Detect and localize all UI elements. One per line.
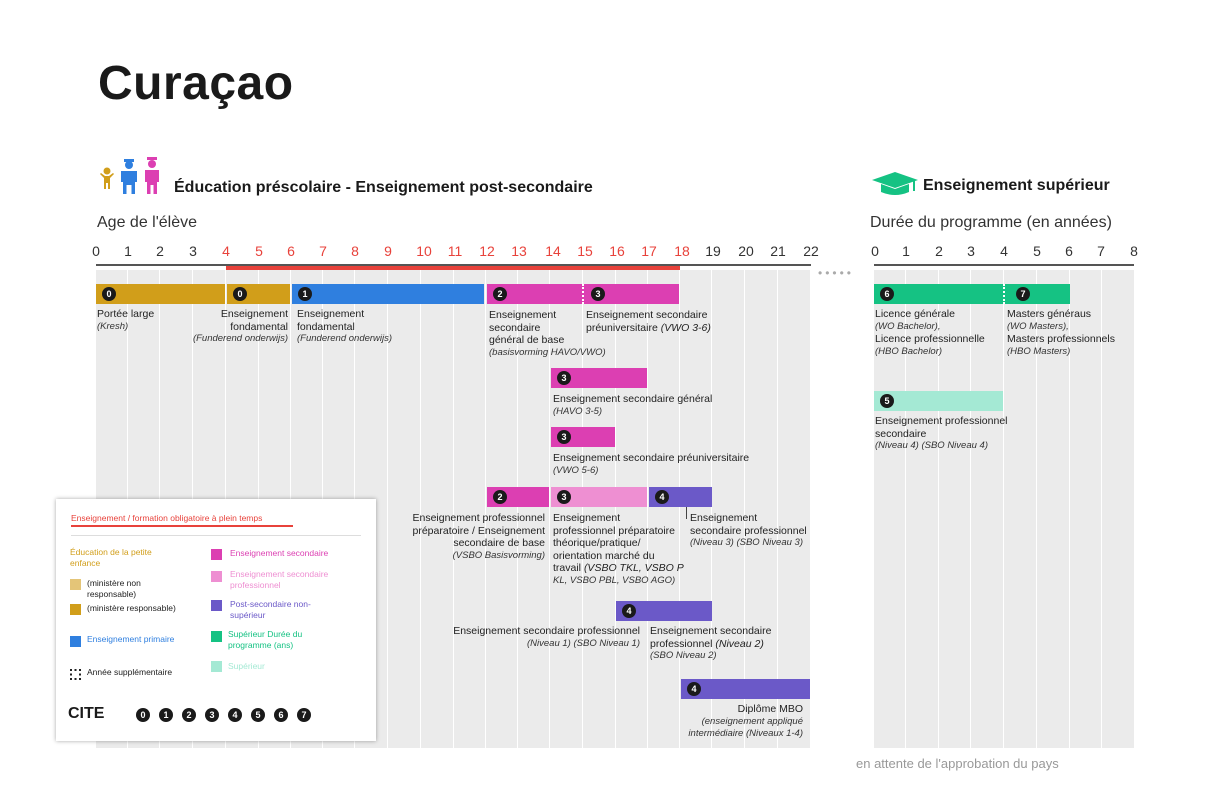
duration-tick-4: 4 [1000, 243, 1008, 259]
label-sbo-4: Enseignement professionnel secondaire (Niveau 4) (SBO Niveau 4) [875, 415, 1008, 451]
age-column-11 [454, 270, 485, 748]
legend-tertiary: Supérieur Durée du programme (ans) [228, 629, 303, 650]
age-axis-label: Age de l'élève [97, 214, 198, 231]
footer-note: en attente de l'approbation du pays [856, 756, 1059, 771]
extra-year-marker [582, 284, 584, 304]
program-bar-kresh [96, 284, 225, 304]
legend-title-underline [71, 525, 293, 527]
legend-title: Enseignement / formation obligatoire à plein temps [71, 513, 263, 523]
legend-swatch-tertiary [211, 631, 222, 642]
age-tick-0: 0 [92, 243, 100, 259]
age-tick-14: 14 [545, 243, 561, 259]
duration-tick-7: 7 [1097, 243, 1105, 259]
cite-badge: 4 [622, 604, 636, 618]
age-column-18 [680, 270, 711, 748]
age-tick-10: 10 [416, 243, 432, 259]
legend-swatch-secondary [211, 549, 222, 560]
age-tick-13: 13 [511, 243, 527, 259]
extra-year-marker [1003, 284, 1005, 304]
age-column-16 [616, 270, 647, 748]
legend-swatch-secondary-voc [211, 571, 222, 582]
age-tick-16: 16 [609, 243, 625, 259]
legend-secondary: Enseignement secondaire [230, 548, 329, 558]
duration-tick-5: 5 [1033, 243, 1041, 259]
age-tick-20: 20 [738, 243, 754, 259]
legend-divider [71, 535, 361, 536]
compulsory-range-bar [226, 266, 680, 270]
label-bachelor: Licence générale (WO Bachelor), Licence professionnelle (HBO Bachelor) [875, 308, 985, 357]
legend-early-label: Éducation de la petite enfance [70, 547, 152, 568]
cite-badge: 3 [591, 287, 605, 301]
cite-level-badge: 4 [228, 708, 242, 722]
duration-tick-1: 1 [902, 243, 910, 259]
label-sbo-1: Enseignement secondaire professionnel (Niveau 1) (SBO Niveau 1) [453, 625, 640, 649]
age-tick-17: 17 [641, 243, 657, 259]
legend-primary: Enseignement primaire [87, 634, 175, 644]
label-fondamental-1: Enseignement fondamental (Funderend onderwijs) [297, 308, 393, 344]
program-bar-fondamental-0 [227, 284, 290, 304]
program-bar-sbo-4 [874, 391, 1003, 411]
program-bar-havo-3-5 [551, 368, 647, 388]
cite-badge: 1 [298, 287, 312, 301]
program-bar-sbo-1-2 [616, 601, 712, 621]
age-tick-6: 6 [287, 243, 295, 259]
right-section-title: Enseignement supérieur [923, 177, 1110, 194]
cite-badge: 4 [655, 490, 669, 504]
program-bar-havo-vwo [487, 284, 679, 304]
age-tick-1: 1 [124, 243, 132, 259]
label-secondaire-base: Enseignement secondaire général de base (basisvorming HAVO/VWO) [489, 309, 606, 358]
cite-badge: 3 [557, 490, 571, 504]
age-tick-12: 12 [479, 243, 495, 259]
legend-swatch-post-sec [211, 600, 222, 611]
age-tick-22: 22 [803, 243, 819, 259]
cite-badge: 6 [880, 287, 894, 301]
age-tick-9: 9 [384, 243, 392, 259]
cite-level-badge: 7 [297, 708, 311, 722]
legend-early-r: (ministère responsable) [87, 603, 176, 613]
duration-tick-8: 8 [1130, 243, 1138, 259]
legend-swatch-early-nr [70, 579, 81, 590]
cite-badge: 2 [493, 287, 507, 301]
legend-early-nr: (ministère non responsable) [87, 578, 141, 599]
age-tick-18: 18 [674, 243, 690, 259]
program-bar-vsbo-basis [487, 487, 549, 507]
age-tick-3: 3 [189, 243, 197, 259]
age-tick-21: 21 [770, 243, 786, 259]
cite-level-badge: 2 [182, 708, 196, 722]
legend-swatch-tertiary-light [211, 661, 222, 672]
age-tick-4: 4 [222, 243, 230, 259]
age-column-21 [778, 270, 810, 748]
cite-badge: 2 [493, 490, 507, 504]
graduation-cap-icon [872, 172, 918, 196]
legend-swatch-primary [70, 636, 81, 647]
left-section-title: Éducation préscolaire - Enseignement post-secondaire [174, 179, 593, 196]
cite-badge: 5 [880, 394, 894, 408]
cite-badge: 3 [557, 430, 571, 444]
age-tick-5: 5 [255, 243, 263, 259]
age-tick-19: 19 [705, 243, 721, 259]
label-vsbo-basis: Enseignement professionnel préparatoire / Enseignement secondaire de base (VSBO Basisvorming) [412, 512, 545, 561]
program-bar-vsbo-tkl [551, 487, 647, 507]
duration-axis-label: Durée du programme (en années) [870, 214, 1112, 231]
legend-swatch-early-r [70, 604, 81, 615]
age-tick-7: 7 [319, 243, 327, 259]
duration-tick-6: 6 [1065, 243, 1073, 259]
cite-label: CITE [68, 705, 105, 722]
legend-secondary-voc: Enseignement secondaire professionnel [230, 569, 329, 590]
program-bar-bachelor-master [874, 284, 1070, 304]
age-column-9 [388, 270, 420, 748]
label-vsbo-tkl: Enseignement professionnel préparatoire théorique/pratique/ orientation marché du travail (VSBO TKL, VSBO P KL, VSBO PBL, VSBO AGO) [553, 512, 684, 586]
age-column-17 [648, 270, 679, 748]
duration-tick-3: 3 [967, 243, 975, 259]
cite-level-badge: 0 [136, 708, 150, 722]
cite-badge: 7 [1016, 287, 1030, 301]
children-icon [96, 156, 166, 196]
age-column-10 [421, 270, 453, 748]
axis-break-dots: ••••• [818, 266, 855, 280]
cite-badge: 3 [557, 371, 571, 385]
cite-level-badge: 1 [159, 708, 173, 722]
cite-badge: 0 [102, 287, 116, 301]
cite-level-badge: 6 [274, 708, 288, 722]
label-sbo-3: Enseignement secondaire professionnel (Niveau 3) (SBO Niveau 3) [690, 512, 807, 548]
age-column-19 [712, 270, 744, 748]
age-tick-2: 2 [156, 243, 164, 259]
program-bar-sbo-3 [649, 487, 712, 507]
page-title: Curaçao [98, 57, 294, 110]
cite-level-badge: 5 [251, 708, 265, 722]
program-bar-fondamental-1 [292, 284, 484, 304]
program-bar-mbo [681, 679, 810, 699]
duration-tick-2: 2 [935, 243, 943, 259]
label-vwo-5-6: Enseignement secondaire préuniversitaire (VWO 5-6) [553, 452, 750, 476]
age-column-20 [745, 270, 777, 748]
legend-panel [56, 499, 376, 741]
cite-level-badge: 3 [205, 708, 219, 722]
label-sbo-2: Enseignement secondaire professionnel (Niveau 2) (SBO Niveau 2) [650, 625, 772, 661]
program-bar-vwo-5-6 [551, 427, 615, 447]
age-tick-11: 11 [447, 243, 463, 259]
label-master: Masters généraus (WO Masters), Masters professionnels (HBO Masters) [1007, 308, 1115, 357]
legend-extra-year-icon [70, 667, 81, 678]
label-kresh: Portée large (Kresh) [97, 308, 155, 332]
cite-badge: 4 [687, 682, 701, 696]
label-mbo: Diplôme MBO (enseignement appliqué intermédiaire (Niveaux 1-4) [688, 703, 803, 739]
callout-line [686, 507, 687, 519]
legend-post-sec: Post-secondaire non-supérieur [230, 599, 311, 620]
label-vwo-3-6: Enseignement secondaire préuniversitaire (VWO 3-6) [586, 309, 711, 334]
cite-badge: 0 [233, 287, 247, 301]
age-tick-15: 15 [577, 243, 593, 259]
age-tick-8: 8 [351, 243, 359, 259]
label-fondamental-0: Enseignement fondamental (Funderend onderwijs) [192, 308, 288, 344]
label-havo-3-5: Enseignement secondaire général (HAVO 3-5) [553, 393, 713, 417]
duration-axis-line [874, 264, 1134, 266]
legend-tertiary-light: Supérieur [228, 661, 265, 671]
duration-tick-0: 0 [871, 243, 879, 259]
legend-extra-year: Année supplémentaire [87, 667, 173, 677]
